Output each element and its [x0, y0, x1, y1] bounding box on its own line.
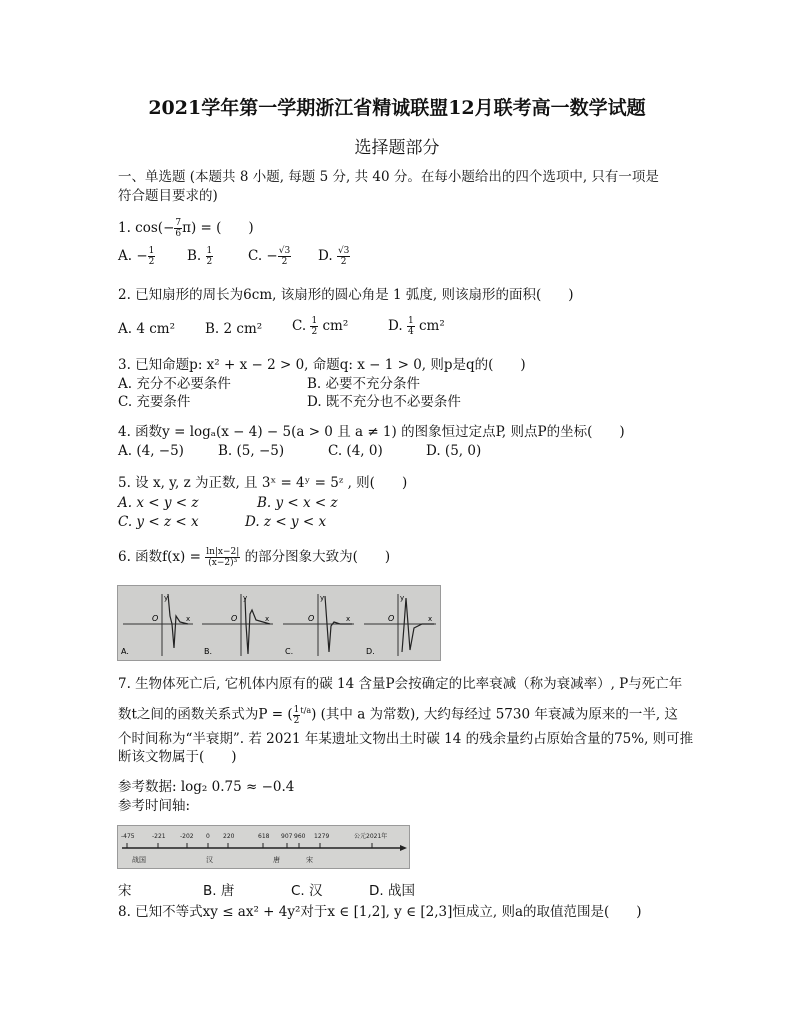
q7-option-c: C. 汉 [291, 883, 323, 899]
q7-reference-timeline-label: 参考时间轴: [118, 798, 191, 814]
section-instructions-line1: 一、单选题 (本题共 8 小题, 每题 5 分, 共 40 分。在每小题给出的四个选项中, 只有一项是 [118, 169, 659, 185]
q6-c-y-label: y [320, 594, 325, 602]
q7-option-d: D. 战国 [369, 883, 415, 899]
q7-line2 [118, 702, 678, 726]
q3-option-a: A. 充分不必要条件 [118, 376, 231, 392]
timeline-year-minus475: -475 [121, 833, 135, 840]
q1-b-num: 1 [206, 246, 213, 256]
q3-stem: 3. 已知命题p: x² + x − 2 > 0, 命题q: x − 1 > 0, 则p是q的( ) [118, 357, 526, 373]
q7-exponent: t/a [300, 706, 312, 715]
q6-c-label: C. [285, 647, 294, 656]
q1-d-num: √3 [337, 246, 350, 256]
q7-line3: 个时间称为“半衰期”. 若 2021 年某遗址文物出土时碳 14 的残余量约占原始含量的75%, 则可推 [118, 731, 694, 747]
q1-option-b-frac [206, 246, 214, 267]
timeline-year-minus221: -221 [152, 833, 166, 840]
q2-d-num: 1 [407, 316, 414, 326]
q1-option-d-label: D. [318, 248, 333, 264]
q2-c-unit: cm² [322, 318, 349, 334]
q6-a-y-label: y [164, 594, 169, 602]
q2-option-d-frac [407, 316, 415, 337]
q1-frac-num: 7 [175, 218, 182, 228]
q5-stem: 5. 设 x, y, z 为正数, 且 3ˣ = 4ʸ = 5ᶻ , 则( ) [118, 475, 408, 491]
timeline-year-2021: 公元2021年 [354, 833, 388, 840]
timeline-year-960: 960 [294, 833, 306, 840]
timeline-year-1279: 1279 [314, 833, 330, 840]
q6-graph-d [364, 594, 436, 656]
q2-c-num: 1 [311, 316, 318, 326]
q1-a-num: 1 [148, 246, 155, 256]
timeline-year-minus202: -202 [180, 833, 194, 840]
timeline-year-0: 0 [206, 833, 210, 840]
q7-option-a: 宋 [118, 883, 132, 899]
q1-frac-den: 6 [175, 229, 182, 239]
q7-half-num: 1 [293, 704, 300, 715]
q2-option-c-frac [310, 316, 318, 337]
q1-option-b [187, 246, 213, 267]
q3-option-d: D. 既不充分也不必要条件 [307, 394, 461, 410]
q6-frac-den: (x−2)³ [208, 558, 238, 568]
q1-a-den: 2 [148, 257, 155, 267]
q1-stem [118, 218, 254, 239]
q6-a-origin: O [152, 614, 159, 623]
q6-graph-a [121, 594, 193, 656]
q2-option-c-label: C. [292, 318, 307, 334]
q6-c-origin: O [308, 614, 315, 623]
timeline-era-song: 宋 [306, 856, 313, 864]
q6-d-origin: O [388, 614, 395, 623]
q1-option-a [118, 246, 155, 267]
q2-d-unit: cm² [418, 318, 445, 334]
timeline-era-han: 汉 [206, 856, 213, 864]
q6-stem-pre: 6. 函数f(x) = [118, 549, 201, 565]
q6-c-x-label: x [346, 615, 351, 623]
q7-option-b: B. 唐 [203, 883, 235, 899]
q6-b-x-label: x [265, 615, 270, 623]
section-subtitle: 选择题部分 [354, 138, 440, 158]
q1-d-den: 2 [340, 257, 347, 267]
q2-d-den: 4 [407, 327, 414, 337]
q4-stem: 4. 函数y = logₐ(x − 4) − 5(a > 0 且 a ≠ 1) 的图象恒过定点P, 则点P的坐标( ) [118, 424, 625, 440]
page-title: 2021学年第一学期浙江省精诚联盟12月联考高一数学试题 [148, 97, 646, 119]
timeline-year-907: 907 [281, 833, 293, 840]
q1-option-a-frac [148, 246, 156, 267]
q1-option-d [318, 246, 350, 267]
q1-c-den: 2 [281, 257, 288, 267]
q2-option-a: A. 4 cm² [118, 321, 175, 337]
q2-c-den: 2 [311, 327, 318, 337]
q1-c-num: √3 [278, 246, 291, 256]
q2-stem: 2. 已知扇形的周长为6cm, 该扇形的圆心角是 1 弧度, 则该扇形的面积( ) [118, 287, 574, 303]
q6-b-label: B. [204, 647, 213, 656]
timeline-year-618: 618 [258, 833, 270, 840]
q6-d-x-label: x [428, 615, 433, 623]
q4-option-b: B. (5, −5) [218, 443, 285, 459]
q1-option-a-label: A. − [118, 248, 148, 264]
q4-option-a: A. (4, −5) [118, 443, 184, 459]
q6-d-y-label: y [400, 594, 405, 602]
q5-option-d: D. z < y < x [245, 514, 327, 530]
q7-reference-data: 参考数据: log₂ 0.75 ≈ −0.4 [118, 779, 295, 795]
section-instructions-line2: 符合题目要求的) [118, 188, 218, 204]
q1-paren: (− [157, 220, 175, 236]
q8-stem: 8. 已知不等式xy ≤ ax² + 4y²对于x ∈ [1,2], y ∈ [2,3]恒成立, 则a的取值范围是( ) [118, 904, 642, 920]
q6-a-label: A. [121, 647, 129, 656]
timeline-era-warring-states: 战国 [132, 856, 146, 864]
q1-stem-post: π) = ( ) [182, 220, 254, 236]
q7-timeline [117, 825, 410, 869]
q1-stem-pre: 1. cos [118, 220, 158, 236]
q7-timeline-svg [118, 826, 409, 868]
q2-option-d-label: D. [388, 318, 403, 334]
q1-option-d-frac [337, 246, 350, 267]
timeline-era-tang: 唐 [273, 856, 280, 864]
q1-option-b-label: B. [187, 248, 202, 264]
q3-option-b: B. 必要不充分条件 [307, 376, 421, 392]
q5-option-a: A. x < y < z [118, 495, 199, 511]
q1-b-den: 2 [206, 257, 213, 267]
timeline-year-220: 220 [223, 833, 235, 840]
q6-stem [118, 547, 390, 568]
q5-option-b: B. y < x < z [257, 495, 338, 511]
q6-b-y-label: y [243, 594, 248, 602]
q6-graph-options [117, 585, 441, 661]
q3-option-c: C. 充要条件 [118, 394, 191, 410]
q6-graph-b [202, 594, 273, 656]
q4-option-d: D. (5, 0) [426, 443, 482, 459]
q1-option-c-frac [278, 246, 291, 267]
q6-graph-c [283, 594, 354, 656]
q7-line2-post: ) (其中 a 为常数), 大约每经过 5730 年衰减为原来的一半, 这 [311, 706, 678, 723]
q2-option-b: B. 2 cm² [205, 321, 263, 337]
q7-line1: 7. 生物体死亡后, 它机体内原有的碳 14 含量P会按确定的比率衰减（称为衰减率）, P与死亡年 [118, 676, 683, 692]
q1-option-c-label: C. − [248, 248, 278, 264]
q6-b-origin: O [231, 614, 238, 623]
q6-stem-post: 的部分图象大致为( ) [244, 549, 391, 565]
q6-fraction [205, 547, 240, 568]
q6-a-x-label: x [186, 615, 191, 623]
q1-fraction [174, 218, 182, 239]
q6-graphs-svg [118, 586, 440, 660]
q1-option-c [248, 246, 291, 267]
q2-option-d [388, 316, 445, 337]
q2-option-c [292, 316, 348, 337]
q6-d-label: D. [366, 647, 375, 656]
q6-frac-num: ln|x−2| [206, 547, 240, 557]
q7-line2-pre: 数t之间的函数关系式为P = ( [118, 706, 293, 723]
q4-option-c: C. (4, 0) [328, 443, 383, 459]
q5-option-c: C. y < z < x [118, 514, 199, 530]
q7-line4: 断该文物属于( ) [118, 749, 237, 765]
q7-half-den: 2 [293, 715, 300, 726]
